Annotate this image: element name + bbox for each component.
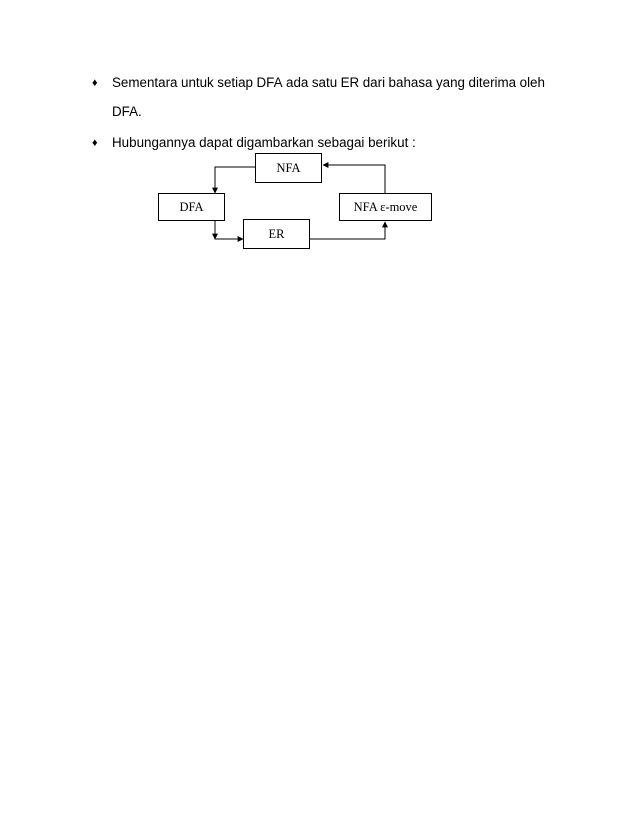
bullet-icon: ♦ [92,137,98,149]
word: untuk [181,75,214,90]
node-dfa: DFA [158,193,225,221]
node-nfa-emove: NFA ε-move [339,193,432,221]
word: ada [286,75,309,90]
edge-nfa-to-dfa [215,167,255,193]
word: Sementara [112,75,178,90]
paragraph-1-line-2: DFA. [112,104,142,119]
word: dari [362,75,386,90]
word: oleh [519,75,545,90]
word: diterima [468,75,517,90]
edge-er-to-nfa-emove [310,222,385,239]
word: satu [311,75,338,90]
paragraph-2-text: Hubungannya dapat digambarkan sebagai berikut : [112,135,416,150]
word: ER [340,75,360,90]
word: yang [435,75,466,90]
bullet-icon: ♦ [92,77,98,89]
word: setiap [217,75,253,90]
word: DFA [256,75,283,90]
edge-nfa-emove-to-nfa [323,165,385,193]
word: bahasa [388,75,433,90]
node-er: ER [243,219,310,249]
node-nfa: NFA [255,153,322,183]
edge-dfa-to-er [215,220,243,239]
